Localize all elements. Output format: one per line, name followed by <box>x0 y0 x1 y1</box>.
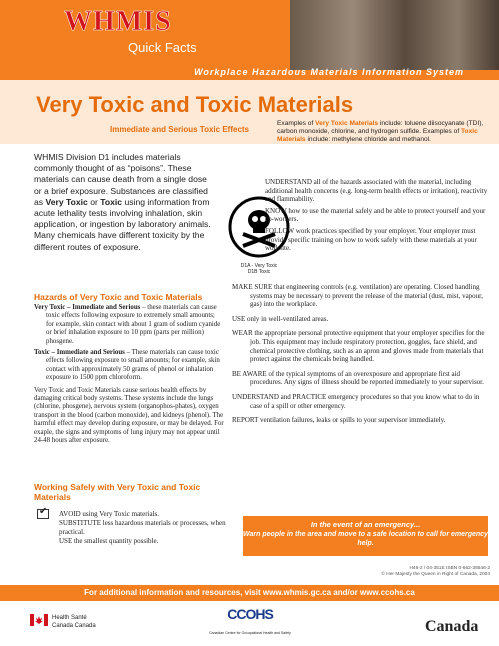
right-column-bottom <box>232 283 490 431</box>
aware-text: BE AWARE of the typical symptoms of an overexposure and appropriate first aid procedures. Any signs of illness should be reported immediately to your supervisor. <box>232 369 484 387</box>
canada-wordmark: Canada <box>425 618 479 635</box>
make-sure-text: MAKE SURE that engineering controls (e.g. ventilation) are operating. Closed handling systems may be necessary to prevent the release of the material (dust, mist, vapour, gas) into the workplace. <box>232 283 483 309</box>
canada-flag-icon <box>30 614 48 626</box>
header-subtitle: Quick Facts <box>128 40 197 55</box>
hazards-heading: Hazards of Very Toxic and Toxic Materials <box>34 292 203 302</box>
use-text: USE only in well-ventilated areas. <box>232 314 329 323</box>
ccohs-subtitle: Canadian Centre for Occupational Health and Safety <box>209 631 291 635</box>
page-title: Very Toxic and Toxic Materials <box>36 92 354 117</box>
checkbox-icon <box>37 509 49 519</box>
legal-text: H46-2 / 04-351E ISBN 0-662-38546-2 © Her Majesty the Queen in Right of Canada, 2004 <box>381 566 490 577</box>
practice-text: UNDERSTAND and PRACTICE emergency procedures so that you know what to do in case of a spill or other emergency. <box>232 392 480 410</box>
symbol-caption: D1A - Very Toxic D1B Toxic <box>240 263 278 275</box>
ccohs-logo: CCOHS <box>227 606 273 622</box>
header-banner <box>0 0 499 80</box>
report-text: REPORT ventilation failures, leaks or spills to your supervisor immediately. <box>232 416 446 425</box>
wear-text: WEAR the appropriate personal protective equipment that your employer specifies for the job. This equipment may include respiratory protection, goggles, face shield, and chemical protective clothing, such as an apron and gloves made from materials that protect against the chemicals being handled. <box>232 329 485 364</box>
whmis-link[interactable]: www.whmis.gc.ca <box>262 588 332 597</box>
health-canada-label: Health Santé Canada Canada <box>52 615 96 629</box>
understand-text: UNDERSTAND all of the hazards associated with the material, including additional health concerns (e.g. long-term health effects or irritation), reactivity and flammability. <box>265 178 488 204</box>
working-list <box>37 510 227 546</box>
know-text: KNOW how to use the material safely and be able to protect yourself and your co-workers. <box>265 206 486 224</box>
whmis-logo: WHMIS <box>64 6 172 37</box>
list-item: SUBSTITUTE less hazardous materials or processes, when practical. <box>59 519 226 536</box>
list-item: USE the smallest quantity possible. <box>59 537 159 545</box>
follow-text: FOLLOW work practices specified by your employer. Your employer must provide specific training on how to work safely with these materials at your worksite. <box>265 226 477 253</box>
footer-band: For additional information and resources, visit www.whmis.gc.ca and/or www.ccohs.ca <box>0 585 499 601</box>
right-column-top <box>265 178 490 256</box>
intro-paragraph: WHMIS Division D1 includes materials commonly thought of as “poisons”. These materials can cause death from a single dose or a brief exposure. Substances are classified as Very Toxic or Toxic using information from acute lethality tests involving inhalation, skin application, or ingestion by laboratory animals. Many chemicals have different toxicity by the different routes of exposure. <box>34 152 211 252</box>
page-subtitle: Immediate and Serious Toxic Effects <box>110 125 250 134</box>
working-heading: Working Safely with Very Toxic and Toxic Materials <box>34 482 201 502</box>
header-tagline: Workplace Hazardous Materials Information System <box>194 67 464 77</box>
header-photo-strip <box>290 0 499 70</box>
emergency-box: In the event of an emergency... Warn people in the area and move to a safe location to call for emergency help. <box>243 516 488 556</box>
ccohs-link[interactable]: www.ccohs.ca <box>359 588 415 597</box>
list-item: ✔ AVOID using Very Toxic materials. <box>37 510 227 519</box>
examples-text: Examples of Very Toxic Materials include: toluene diisocyanate (TDI), carbon monoxide, chlorine, and hydrogen sulfide. Examples of Toxic Materials include: methylene chloride and methanol. <box>277 120 484 144</box>
hazards-section: Very Toxic – Immediate and Serious – these materials can cause toxic effects following exposure to extremely small amounts; for example, skin contact with about 1 gram of sodium cyanide or brief inhalation exposure to 10 ppm (parts per million) phosgene. Toxic – Immediate and Serious – These materials can cause toxic effects following exposure to small amounts; for example, skin contact with approximately 50 grams of phenol or inhalation exposure to 1500 ppm chloroform. Very Toxic and Toxic Materials cause serious health effects by damaging critical body systems. These systems include the lungs (chlorine, phosgene), nervous system (organophos-phates), oxygen transport in the blood (carbon monoxide), and kidneys (phenol). The harmful effect may develop during exposure, or may be delayed. For exaple, the signs and symptoms of lung injury may not appear until 24-48 hours after exposure. <box>34 304 224 445</box>
